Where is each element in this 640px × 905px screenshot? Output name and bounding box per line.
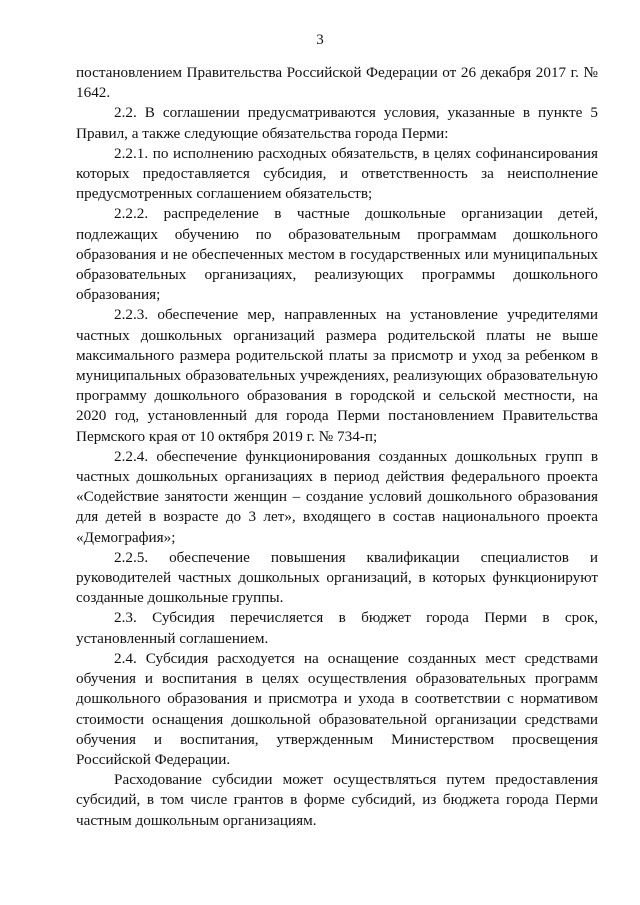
paragraph-2-2-2: 2.2.2. распределение в частные дошкольные организации детей, подлежащих обучению по образовательным программам дошкольного образования и не обеспеченных местом в государственных или муниципальных образовательных организациях, реализующих программы дошкольного образования; (76, 205, 598, 304)
paragraph-2-2-5: 2.2.5. обеспечение повышения квалификации специалистов и руководителей частных дошкольных организаций, в которых функционируют созданные дошкольные группы. (76, 548, 598, 607)
page-number: 3 (316, 32, 324, 48)
paragraph-2-2-1: 2.2.1. по исполнению расходных обязательств, в целях софинансирования которых предоставляется субсидия, и ответственность за неисполнение предусмотренных соглашением обязательств; (76, 144, 598, 203)
document-body (76, 63, 598, 831)
paragraph-continuation: постановлением Правительства Российской Федерации от 26 декабря 2017 г. № 1642. (76, 64, 598, 102)
paragraph-2-2-4: 2.2.4. обеспечение функционирования созданных дошкольных групп в частных дошкольных организациях в период действия федерального проекта «Содействие занятости женщин – создание условий дошкольного образования для детей в возрасте до 3 лет», входящего в состав национального проекта «Демография»; (76, 447, 598, 546)
paragraph-2-2: 2.2. В соглашении предусматриваются условия, указанные в пункте 5 Правил, а также следующие обязательства города Перми: (76, 104, 598, 142)
paragraph-2-3: 2.3. Субсидия перечисляется в бюджет города Перми в срок, установленный соглашением. (76, 609, 598, 647)
paragraph-2-2-3: 2.2.3. обеспечение мер, направленных на установление учредителями частных дошкольных организаций размера родительской платы не выше максимального размера родительской платы за присмотр и уход за ребенком в муниципальных образовательных учреждениях, реализующих образовательную программу дошкольного образования в городской и сельской местности, на 2020 год, установленный для города Перми постановлением Правительства Пермского края от 10 октября 2019 г. № 734-п; (76, 306, 598, 445)
paragraph-2-4: 2.4. Субсидия расходуется на оснащение созданных мест средствами обучения и воспитания в целях осуществления образовательных программ дошкольного образования и присмотра и ухода в соответствии с нормативом стоимости оснащения дошкольной образовательной организации средствами обучения и воспитания, утвержденным Министерством просвещения Российской Федерации. (76, 649, 598, 768)
paragraph-spending: Расходование субсидии может осуществляться путем предоставления субсидий, в том числе грантов в форме субсидий, из бюджета города Перми частным дошкольным организациям. (76, 771, 598, 829)
